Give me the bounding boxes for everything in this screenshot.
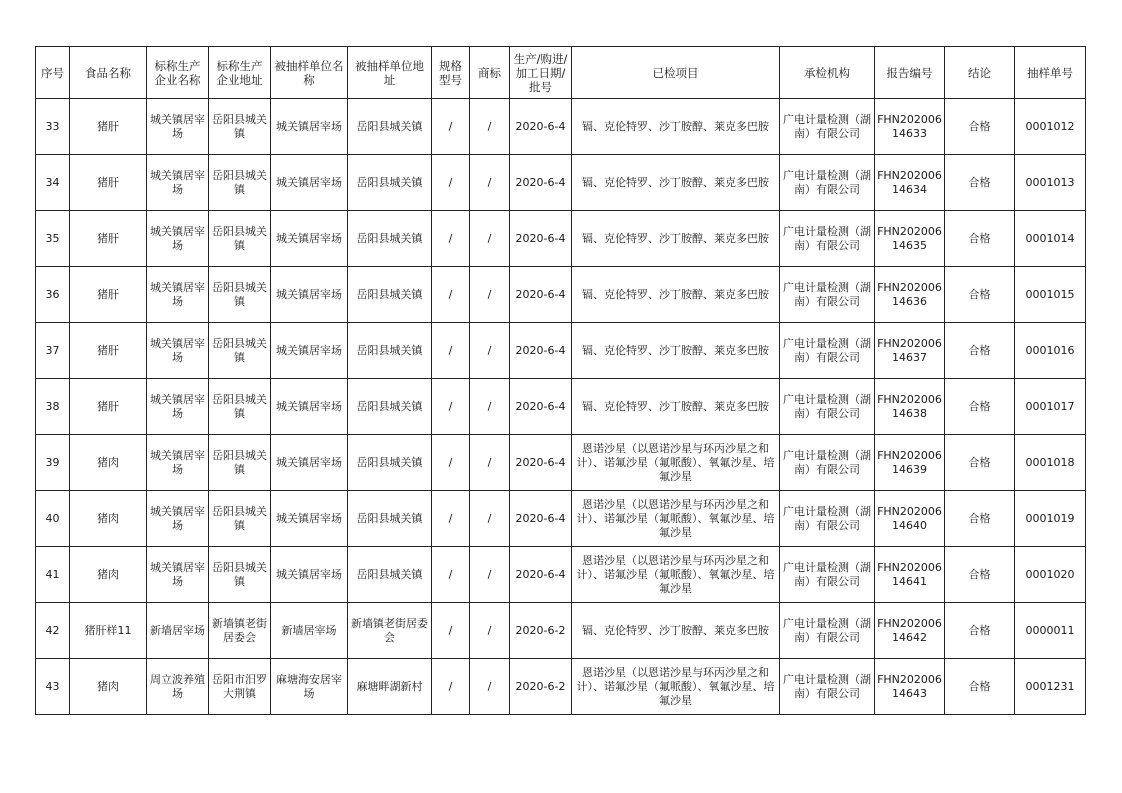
cell-date-batch: 2020-6-4 [510, 99, 572, 155]
cell-food-name: 猪肉 [70, 435, 147, 491]
cell-sampled-unit-name: 城关镇居宰场 [271, 267, 348, 323]
header-cell: 结论 [945, 47, 1015, 99]
cell-report-no: FHN20200614640 [875, 491, 945, 547]
cell-tested-items: 镉、克伦特罗、沙丁胺醇、莱克多巴胺 [572, 99, 780, 155]
cell-seq-no: 37 [36, 323, 70, 379]
cell-date-batch: 2020-6-4 [510, 491, 572, 547]
cell-producer-name: 城关镇居宰场 [147, 547, 209, 603]
cell-producer-address: 岳阳县城关镇 [209, 99, 271, 155]
cell-testing-agency: 广电计量检测（湖南）有限公司 [780, 323, 875, 379]
cell-producer-name: 城关镇居宰场 [147, 99, 209, 155]
cell-sampled-unit-name: 城关镇居宰场 [271, 323, 348, 379]
cell-seq-no: 36 [36, 267, 70, 323]
cell-sample-no: 0000011 [1015, 603, 1086, 659]
cell-spec: / [432, 99, 470, 155]
cell-sampled-unit-address: 岳阳县城关镇 [348, 267, 432, 323]
cell-spec: / [432, 323, 470, 379]
cell-sample-no: 0001019 [1015, 491, 1086, 547]
cell-testing-agency: 广电计量检测（湖南）有限公司 [780, 491, 875, 547]
cell-spec: / [432, 491, 470, 547]
cell-date-batch: 2020-6-4 [510, 211, 572, 267]
header-cell: 抽样单号 [1015, 47, 1086, 99]
cell-producer-name: 城关镇居宰场 [147, 491, 209, 547]
table-row [36, 547, 1086, 603]
sampling-results-sheet [35, 46, 1086, 715]
cell-trademark: / [470, 267, 510, 323]
cell-tested-items: 镉、克伦特罗、沙丁胺醇、莱克多巴胺 [572, 211, 780, 267]
cell-sampled-unit-name: 城关镇居宰场 [271, 435, 348, 491]
cell-conclusion: 合格 [945, 211, 1015, 267]
cell-conclusion: 合格 [945, 491, 1015, 547]
cell-report-no: FHN20200614634 [875, 155, 945, 211]
cell-sample-no: 0001015 [1015, 267, 1086, 323]
cell-date-batch: 2020-6-4 [510, 155, 572, 211]
cell-food-name: 猪肝 [70, 379, 147, 435]
cell-sampled-unit-name: 城关镇居宰场 [271, 491, 348, 547]
cell-sampled-unit-address: 岳阳县城关镇 [348, 323, 432, 379]
cell-sampled-unit-name: 城关镇居宰场 [271, 155, 348, 211]
cell-producer-name: 城关镇居宰场 [147, 267, 209, 323]
table-row [36, 379, 1086, 435]
cell-conclusion: 合格 [945, 435, 1015, 491]
cell-food-name: 猪肝 [70, 323, 147, 379]
cell-date-batch: 2020-6-4 [510, 323, 572, 379]
sampling-results-table [35, 46, 1086, 715]
cell-testing-agency: 广电计量检测（湖南）有限公司 [780, 379, 875, 435]
cell-producer-address: 岳阳市汨罗大荆镇 [209, 659, 271, 715]
cell-seq-no: 33 [36, 99, 70, 155]
cell-trademark: / [470, 659, 510, 715]
table-row [36, 435, 1086, 491]
cell-sample-no: 0001018 [1015, 435, 1086, 491]
cell-report-no: FHN20200614638 [875, 379, 945, 435]
cell-report-no: FHN20200614642 [875, 603, 945, 659]
cell-conclusion: 合格 [945, 659, 1015, 715]
cell-sample-no: 0001017 [1015, 379, 1086, 435]
cell-tested-items: 恩诺沙星（以恩诺沙星与环丙沙星之和计）、诺氟沙星（氟哌酸）、氧氟沙星、培氟沙星 [572, 659, 780, 715]
cell-spec: / [432, 547, 470, 603]
cell-date-batch: 2020-6-4 [510, 267, 572, 323]
cell-report-no: FHN20200614641 [875, 547, 945, 603]
cell-sampled-unit-address: 麻塘畔湖新村 [348, 659, 432, 715]
cell-date-batch: 2020-6-4 [510, 547, 572, 603]
cell-spec: / [432, 267, 470, 323]
cell-trademark: / [470, 211, 510, 267]
cell-conclusion: 合格 [945, 323, 1015, 379]
header-cell: 标称生产企业地址 [209, 47, 271, 99]
cell-seq-no: 42 [36, 603, 70, 659]
cell-trademark: / [470, 435, 510, 491]
cell-producer-address: 岳阳县城关镇 [209, 323, 271, 379]
table-body [36, 99, 1086, 715]
cell-producer-address: 岳阳县城关镇 [209, 491, 271, 547]
cell-seq-no: 41 [36, 547, 70, 603]
cell-producer-name: 城关镇居宰场 [147, 435, 209, 491]
cell-date-batch: 2020-6-4 [510, 379, 572, 435]
table-row [36, 155, 1086, 211]
cell-sampled-unit-address: 岳阳县城关镇 [348, 155, 432, 211]
cell-testing-agency: 广电计量检测（湖南）有限公司 [780, 435, 875, 491]
cell-conclusion: 合格 [945, 155, 1015, 211]
header-cell: 商标 [470, 47, 510, 99]
header-cell: 被抽样单位地址 [348, 47, 432, 99]
header-cell: 报告编号 [875, 47, 945, 99]
cell-sample-no: 0001014 [1015, 211, 1086, 267]
cell-food-name: 猪肉 [70, 547, 147, 603]
cell-sampled-unit-address: 新墙镇老街居委会 [348, 603, 432, 659]
cell-tested-items: 镉、克伦特罗、沙丁胺醇、莱克多巴胺 [572, 323, 780, 379]
cell-sampled-unit-name: 城关镇居宰场 [271, 99, 348, 155]
header-cell: 承检机构 [780, 47, 875, 99]
header-cell: 生产/购进/加工日期/批号 [510, 47, 572, 99]
cell-sampled-unit-address: 岳阳县城关镇 [348, 99, 432, 155]
cell-producer-address: 岳阳县城关镇 [209, 155, 271, 211]
cell-seq-no: 43 [36, 659, 70, 715]
cell-tested-items: 镉、克伦特罗、沙丁胺醇、莱克多巴胺 [572, 267, 780, 323]
cell-trademark: / [470, 547, 510, 603]
cell-sampled-unit-address: 岳阳县城关镇 [348, 211, 432, 267]
cell-seq-no: 39 [36, 435, 70, 491]
cell-producer-address: 岳阳县城关镇 [209, 379, 271, 435]
cell-date-batch: 2020-6-2 [510, 603, 572, 659]
cell-conclusion: 合格 [945, 603, 1015, 659]
cell-seq-no: 35 [36, 211, 70, 267]
cell-testing-agency: 广电计量检测（湖南）有限公司 [780, 659, 875, 715]
cell-tested-items: 镉、克伦特罗、沙丁胺醇、莱克多巴胺 [572, 379, 780, 435]
cell-sampled-unit-address: 岳阳县城关镇 [348, 435, 432, 491]
cell-sample-no: 0001231 [1015, 659, 1086, 715]
cell-trademark: / [470, 323, 510, 379]
cell-producer-name: 城关镇居宰场 [147, 155, 209, 211]
cell-sample-no: 0001013 [1015, 155, 1086, 211]
table-row [36, 267, 1086, 323]
cell-sampled-unit-name: 新墙居宰场 [271, 603, 348, 659]
cell-sample-no: 0001016 [1015, 323, 1086, 379]
cell-food-name: 猪肝 [70, 155, 147, 211]
cell-food-name: 猪肉 [70, 491, 147, 547]
cell-producer-address: 岳阳县城关镇 [209, 435, 271, 491]
table-row [36, 99, 1086, 155]
cell-testing-agency: 广电计量检测（湖南）有限公司 [780, 211, 875, 267]
table-row [36, 491, 1086, 547]
cell-sampled-unit-name: 麻塘海安居宰场 [271, 659, 348, 715]
cell-spec: / [432, 603, 470, 659]
cell-tested-items: 镉、克伦特罗、沙丁胺醇、莱克多巴胺 [572, 155, 780, 211]
cell-sampled-unit-address: 岳阳县城关镇 [348, 547, 432, 603]
cell-sample-no: 0001020 [1015, 547, 1086, 603]
cell-trademark: / [470, 155, 510, 211]
cell-report-no: FHN20200614633 [875, 99, 945, 155]
cell-testing-agency: 广电计量检测（湖南）有限公司 [780, 99, 875, 155]
cell-conclusion: 合格 [945, 267, 1015, 323]
cell-testing-agency: 广电计量检测（湖南）有限公司 [780, 603, 875, 659]
cell-date-batch: 2020-6-2 [510, 659, 572, 715]
cell-seq-no: 34 [36, 155, 70, 211]
cell-seq-no: 40 [36, 491, 70, 547]
header-cell: 规格型号 [432, 47, 470, 99]
cell-conclusion: 合格 [945, 379, 1015, 435]
cell-producer-address: 岳阳县城关镇 [209, 267, 271, 323]
cell-trademark: / [470, 99, 510, 155]
cell-tested-items: 恩诺沙星（以恩诺沙星与环丙沙星之和计）、诺氟沙星（氟哌酸）、氧氟沙星、培氟沙星 [572, 435, 780, 491]
cell-producer-address: 岳阳县城关镇 [209, 547, 271, 603]
cell-sampled-unit-name: 城关镇居宰场 [271, 379, 348, 435]
cell-testing-agency: 广电计量检测（湖南）有限公司 [780, 547, 875, 603]
cell-spec: / [432, 379, 470, 435]
cell-producer-address: 岳阳县城关镇 [209, 211, 271, 267]
cell-conclusion: 合格 [945, 99, 1015, 155]
header-row [36, 47, 1086, 99]
cell-trademark: / [470, 603, 510, 659]
cell-tested-items: 镉、克伦特罗、沙丁胺醇、莱克多巴胺 [572, 603, 780, 659]
cell-trademark: / [470, 491, 510, 547]
cell-producer-name: 周立波养殖场 [147, 659, 209, 715]
cell-food-name: 猪肝 [70, 99, 147, 155]
cell-report-no: FHN20200614639 [875, 435, 945, 491]
table-row [36, 211, 1086, 267]
table-row [36, 659, 1086, 715]
cell-food-name: 猪肝 [70, 211, 147, 267]
cell-seq-no: 38 [36, 379, 70, 435]
cell-sample-no: 0001012 [1015, 99, 1086, 155]
cell-testing-agency: 广电计量检测（湖南）有限公司 [780, 267, 875, 323]
cell-sampled-unit-address: 岳阳县城关镇 [348, 379, 432, 435]
header-cell: 序号 [36, 47, 70, 99]
cell-producer-name: 城关镇居宰场 [147, 323, 209, 379]
cell-producer-address: 新墙镇老街居委会 [209, 603, 271, 659]
cell-food-name: 猪肝样11 [70, 603, 147, 659]
header-cell: 标称生产企业名称 [147, 47, 209, 99]
cell-sampled-unit-address: 岳阳县城关镇 [348, 491, 432, 547]
cell-report-no: FHN20200614635 [875, 211, 945, 267]
cell-spec: / [432, 155, 470, 211]
cell-sampled-unit-name: 城关镇居宰场 [271, 547, 348, 603]
cell-spec: / [432, 435, 470, 491]
cell-report-no: FHN20200614637 [875, 323, 945, 379]
table-row [36, 603, 1086, 659]
cell-trademark: / [470, 379, 510, 435]
header-cell: 食品名称 [70, 47, 147, 99]
cell-food-name: 猪肉 [70, 659, 147, 715]
cell-report-no: FHN20200614636 [875, 267, 945, 323]
cell-sampled-unit-name: 城关镇居宰场 [271, 211, 348, 267]
header-cell: 被抽样单位名称 [271, 47, 348, 99]
cell-spec: / [432, 211, 470, 267]
cell-tested-items: 恩诺沙星（以恩诺沙星与环丙沙星之和计）、诺氟沙星（氟哌酸）、氧氟沙星、培氟沙星 [572, 547, 780, 603]
table-row [36, 323, 1086, 379]
cell-spec: / [432, 659, 470, 715]
cell-producer-name: 城关镇居宰场 [147, 211, 209, 267]
cell-date-batch: 2020-6-4 [510, 435, 572, 491]
cell-report-no: FHN20200614643 [875, 659, 945, 715]
cell-conclusion: 合格 [945, 547, 1015, 603]
cell-tested-items: 恩诺沙星（以恩诺沙星与环丙沙星之和计）、诺氟沙星（氟哌酸）、氧氟沙星、培氟沙星 [572, 491, 780, 547]
cell-producer-name: 新墙居宰场 [147, 603, 209, 659]
cell-food-name: 猪肝 [70, 267, 147, 323]
cell-producer-name: 城关镇居宰场 [147, 379, 209, 435]
cell-testing-agency: 广电计量检测（湖南）有限公司 [780, 155, 875, 211]
header-cell: 已检项目 [572, 47, 780, 99]
